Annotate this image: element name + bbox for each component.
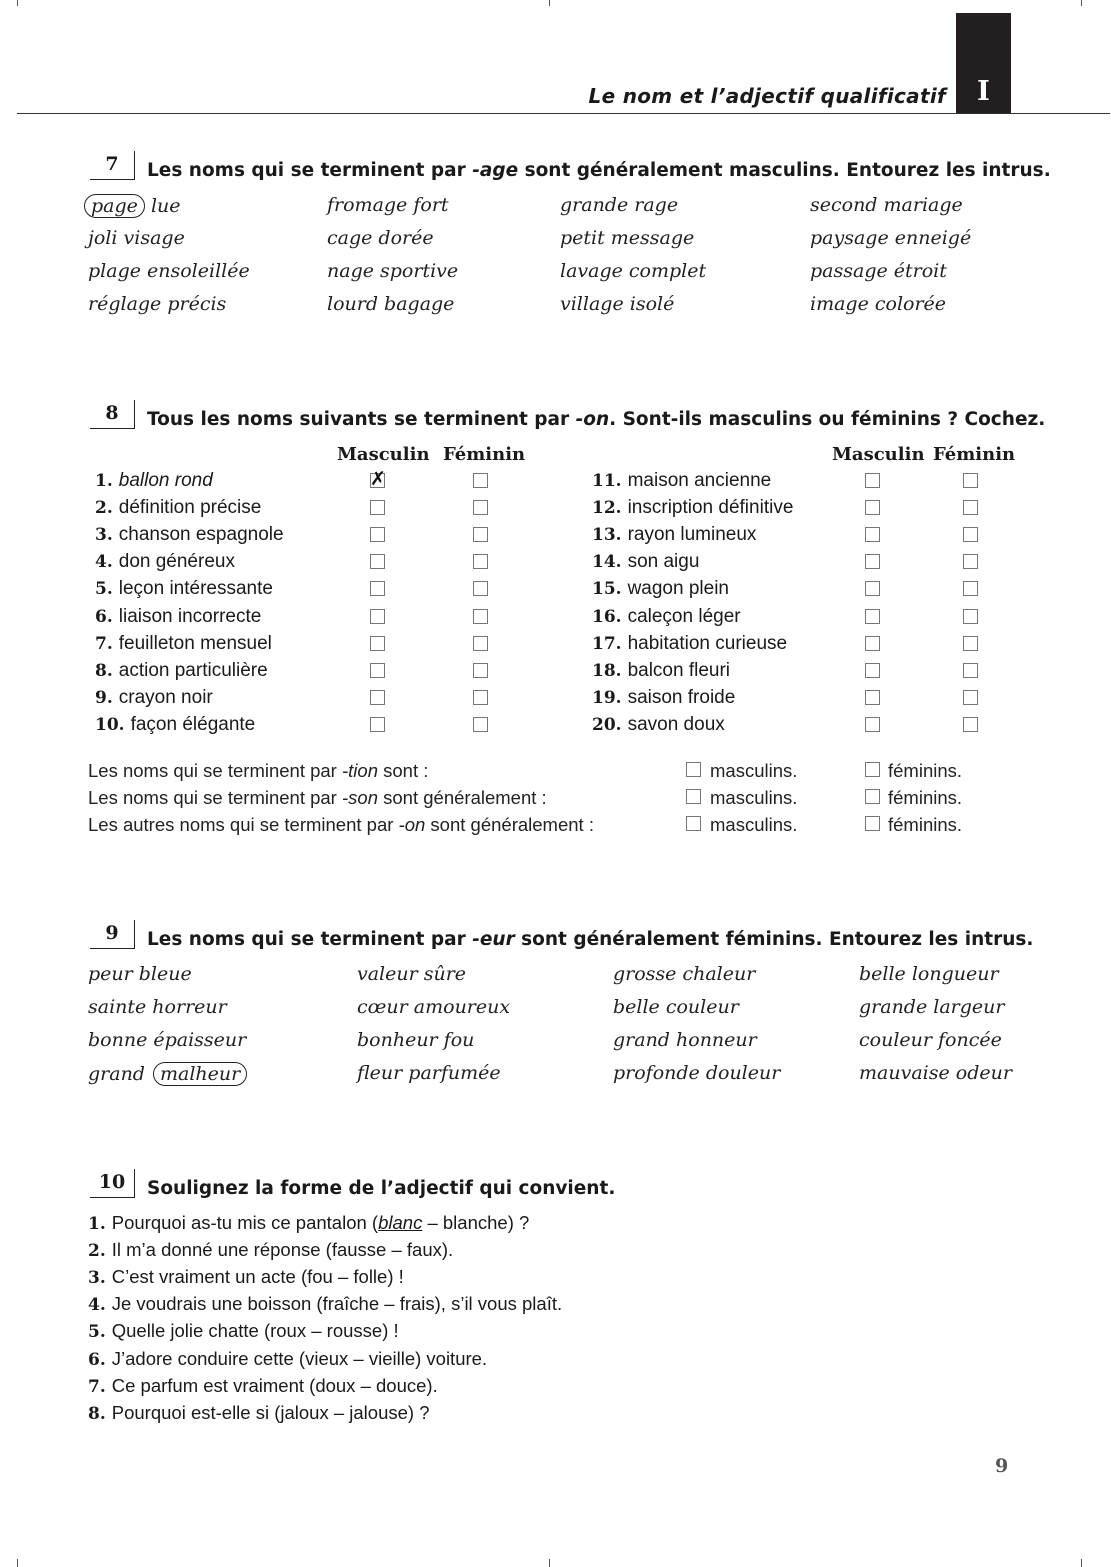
item-number: 18. <box>592 660 622 681</box>
feminin-checkbox[interactable] <box>963 609 978 624</box>
item-number: 4. <box>95 552 113 573</box>
item-number: 4. <box>88 1295 106 1316</box>
crop-mark <box>1081 1559 1082 1567</box>
phrase-item[interactable] <box>88 1062 247 1086</box>
underlined-answer[interactable]: blanc <box>378 1212 423 1233</box>
page-number: 9 <box>995 1455 1009 1477</box>
item-number: 17. <box>592 633 622 654</box>
summary-suffix: -tion <box>342 760 378 781</box>
phrase-item[interactable]: peur bleue <box>88 963 192 985</box>
item-text: crayon noir <box>118 686 213 708</box>
feminin-checkbox[interactable] <box>963 473 978 488</box>
summary-suffix: -son <box>342 787 378 808</box>
summary-text: Les noms qui se terminent par <box>88 787 342 808</box>
feminin-checkbox[interactable] <box>473 554 488 569</box>
item-text: rayon lumineux <box>627 524 757 546</box>
chapter-tab <box>956 13 1011 113</box>
masculin-checkbox[interactable] <box>865 527 880 542</box>
masculins-checkbox[interactable] <box>686 762 701 777</box>
chapter-number: I <box>977 76 990 107</box>
list-item <box>95 470 213 492</box>
item-number: 3. <box>88 1268 106 1289</box>
sentence-item <box>88 1348 487 1370</box>
item-number: 8. <box>88 1403 106 1424</box>
phrase-item[interactable]: couleur foncée <box>859 1029 1002 1051</box>
item-number: 15. <box>592 579 622 600</box>
summary-text: sont généralement : <box>425 814 594 835</box>
item-text: façon élégante <box>130 713 256 735</box>
crop-mark <box>17 0 18 6</box>
item-number: 14. <box>592 552 622 573</box>
item-number: 2. <box>95 498 113 519</box>
list-item <box>592 551 699 573</box>
item-number: 2. <box>88 1241 106 1262</box>
item-number: 3. <box>95 525 113 546</box>
feminin-checkbox[interactable] <box>473 581 488 596</box>
sentence-text: Quelle jolie chatte (roux – rousse) ! <box>111 1320 399 1342</box>
item-number: 7. <box>95 633 113 654</box>
column-header-feminin: Féminin <box>443 444 526 465</box>
masculin-checkbox[interactable] <box>865 717 880 732</box>
phrase-item[interactable]: lourd bagage <box>327 293 455 315</box>
masculin-checkbox[interactable] <box>865 500 880 515</box>
phrase-item[interactable]: second mariage <box>810 194 963 216</box>
item-text: habitation curieuse <box>627 632 788 654</box>
masculin-checkbox[interactable] <box>865 636 880 651</box>
exercise-number-7: 7 <box>90 151 135 180</box>
item-text: liaison incorrecte <box>118 605 262 627</box>
feminin-checkbox[interactable] <box>473 636 488 651</box>
phrase-item[interactable]: cœur amoureux <box>357 996 511 1018</box>
sentence-text: Je voudrais une boisson (fraîche – frais), s’il vous plaît. <box>111 1293 563 1315</box>
masculins-label: masculins. <box>710 787 798 808</box>
summary-suffix: -on <box>398 814 426 835</box>
check-mark-icon: ✗ <box>370 468 386 490</box>
summary-text: sont généralement : <box>378 787 547 808</box>
phrase-item[interactable]: joli visage <box>88 227 185 249</box>
masculin-checkbox[interactable] <box>370 636 385 651</box>
item-number: 1. <box>88 1214 106 1234</box>
phrase-item[interactable]: lavage complet <box>560 260 707 282</box>
list-item <box>592 660 730 682</box>
feminin-checkbox[interactable] <box>963 581 978 596</box>
phrase-item[interactable]: grande rage <box>560 194 679 216</box>
item-number: 9. <box>95 687 113 708</box>
phrase-item[interactable]: petit message <box>560 227 695 249</box>
phrase-item[interactable]: passage étroit <box>810 260 947 282</box>
phrase-item[interactable]: bonheur fou <box>357 1029 475 1051</box>
phrase-item[interactable]: village isolé <box>560 293 675 315</box>
masculin-checkbox[interactable] <box>865 581 880 596</box>
item-number: 16. <box>592 606 622 627</box>
masculin-checkbox[interactable] <box>370 554 385 569</box>
item-text: savon doux <box>627 713 725 735</box>
header-rule <box>17 113 1110 114</box>
list-item <box>592 606 741 628</box>
item-text: saison froide <box>627 686 736 708</box>
item-number: 7. <box>88 1376 106 1397</box>
masculins-label: masculins. <box>710 760 798 781</box>
item-text: balcon fleuri <box>627 659 731 681</box>
item-number: 1. <box>95 471 113 491</box>
item-number: 13. <box>592 525 622 546</box>
summary-text: Les autres noms qui se terminent par <box>88 814 399 835</box>
feminin-checkbox[interactable] <box>963 527 978 542</box>
list-item <box>95 660 268 682</box>
exercise-number-8: 8 <box>90 400 135 429</box>
feminins-label: féminins. <box>888 814 963 835</box>
feminin-checkbox[interactable] <box>963 636 978 651</box>
item-number: 6. <box>88 1349 106 1370</box>
exercise-9-title: Les noms qui se terminent par -eur sont généralement féminins. Entourez les intrus. <box>147 929 1034 950</box>
feminin-checkbox[interactable] <box>473 473 488 488</box>
sentence-text: Il m’a donné une réponse (fausse – faux). <box>111 1239 454 1261</box>
masculins-checkbox[interactable] <box>686 816 701 831</box>
phrase-item[interactable]: paysage enneigé <box>810 227 972 249</box>
list-item <box>95 633 272 655</box>
item-text: wagon plein <box>627 578 729 600</box>
phrase-item[interactable]: mauvaise odeur <box>859 1062 1012 1084</box>
sentence-item <box>88 1239 453 1261</box>
item-number: 12. <box>592 498 622 519</box>
feminins-checkbox[interactable] <box>865 762 880 777</box>
phrase-item[interactable]: belle longueur <box>859 963 999 985</box>
exercise-7-title: Les noms qui se terminent par -age sont généralement masculins. Entourez les intrus. <box>147 160 1051 181</box>
masculins-label: masculins. <box>710 814 798 835</box>
phrase-item[interactable]: profonde douleur <box>613 1062 781 1084</box>
masculin-checkbox[interactable] <box>370 690 385 705</box>
list-item <box>592 497 793 519</box>
feminin-checkbox[interactable] <box>473 717 488 732</box>
feminins-checkbox[interactable] <box>865 816 880 831</box>
feminin-checkbox[interactable] <box>963 690 978 705</box>
item-text: leçon intéressante <box>118 578 273 600</box>
masculin-checkbox[interactable] <box>370 500 385 515</box>
phrase-item[interactable] <box>88 194 181 218</box>
list-item <box>592 633 787 655</box>
item-text: maison ancienne <box>627 470 772 491</box>
phrase-item[interactable]: valeur sûre <box>357 963 467 985</box>
list-item <box>592 714 725 736</box>
list-item <box>95 687 213 709</box>
feminins-label: féminins. <box>888 787 963 808</box>
list-item <box>95 497 261 519</box>
item-number: 5. <box>88 1322 106 1343</box>
feminin-checkbox[interactable] <box>963 554 978 569</box>
list-item <box>95 578 273 600</box>
item-number: 20. <box>592 714 622 735</box>
column-header-masculin: Masculin <box>337 444 430 465</box>
crop-mark <box>549 0 550 6</box>
phrase-item[interactable]: cage dorée <box>327 227 434 249</box>
phrase-item[interactable]: fromage fort <box>327 194 449 216</box>
masculins-checkbox[interactable] <box>686 789 701 804</box>
item-text: chanson espagnole <box>118 524 284 546</box>
list-item <box>95 524 284 546</box>
sentence-item <box>88 1375 438 1397</box>
item-text: son aigu <box>627 551 700 573</box>
item-text: ballon rond <box>118 470 213 491</box>
phrase-item[interactable]: image colorée <box>810 293 947 315</box>
masculin-checkbox[interactable] <box>865 473 880 488</box>
masculin-checkbox[interactable] <box>865 609 880 624</box>
sentence-item <box>88 1293 562 1315</box>
phrase-item[interactable]: plage ensoleillée <box>88 260 250 282</box>
sentence-item <box>88 1402 430 1424</box>
item-text: feuilleton mensuel <box>118 632 272 654</box>
list-item <box>592 687 735 709</box>
masculin-checkbox[interactable] <box>865 663 880 678</box>
phrase-item[interactable]: fleur parfumée <box>357 1062 501 1084</box>
phrase-prefix: grand <box>88 1063 152 1085</box>
phrase-item[interactable]: grande largeur <box>859 996 1005 1018</box>
phrase-item[interactable]: grosse chaleur <box>613 963 756 985</box>
feminins-checkbox[interactable] <box>865 789 880 804</box>
list-item <box>592 578 729 600</box>
crop-mark <box>1081 0 1082 6</box>
masculin-checkbox[interactable] <box>370 527 385 542</box>
exercise-number-10: 10 <box>90 1169 135 1198</box>
phrase-item[interactable]: nage sportive <box>327 260 459 282</box>
exercise-10-title: Soulignez la forme de l’adjectif qui convient. <box>147 1178 616 1199</box>
crop-mark <box>17 1559 18 1567</box>
sentence-text: – blanche) ? <box>422 1212 530 1233</box>
summary-text: Les noms qui se terminent par <box>88 760 342 781</box>
feminin-checkbox[interactable] <box>473 527 488 542</box>
feminin-checkbox[interactable] <box>963 663 978 678</box>
sentence-text: Pourquoi est-elle si (jaloux – jalouse) ? <box>111 1401 430 1423</box>
circled-word: page <box>84 194 145 218</box>
list-item <box>95 606 261 628</box>
list-item <box>95 714 255 736</box>
masculin-checkbox[interactable] <box>370 663 385 678</box>
masculin-checkbox[interactable] <box>865 690 880 705</box>
feminin-checkbox[interactable] <box>473 690 488 705</box>
item-text: action particulière <box>118 659 268 681</box>
feminin-checkbox[interactable] <box>473 663 488 678</box>
sentence-item <box>88 1320 399 1342</box>
feminin-checkbox[interactable] <box>963 500 978 515</box>
summary-text: sont : <box>378 760 429 781</box>
item-text: don généreux <box>118 551 235 573</box>
item-text: inscription définitive <box>627 497 794 519</box>
summary-line <box>88 814 594 836</box>
item-number: 8. <box>95 660 113 681</box>
phrase-item[interactable]: sainte horreur <box>88 996 227 1018</box>
crop-mark <box>549 1559 550 1567</box>
sentence-text: C’est vraiment un acte (fou – folle) ! <box>111 1266 404 1288</box>
sentence-item <box>88 1266 404 1288</box>
summary-line <box>88 787 547 809</box>
masculin-checkbox[interactable] <box>865 554 880 569</box>
masculin-checkbox[interactable] <box>370 609 385 624</box>
sentence-text: J’adore conduire cette (vieux – vieille) voiture. <box>111 1347 488 1369</box>
masculin-checkbox[interactable] <box>370 468 386 490</box>
item-text: définition précise <box>118 497 262 519</box>
list-item <box>592 524 756 546</box>
item-number: 5. <box>95 579 113 600</box>
summary-line <box>88 760 428 782</box>
sentence-item <box>88 1212 529 1234</box>
item-number: 11. <box>592 471 622 491</box>
phrase-item[interactable]: grand honneur <box>613 1029 757 1051</box>
sentence-text: Pourquoi as-tu mis ce pantalon ( <box>111 1212 379 1233</box>
list-item <box>95 551 235 573</box>
phrase-item[interactable]: bonne épaisseur <box>88 1029 247 1051</box>
sentence-text: Ce parfum est vraiment (doux – douce). <box>111 1374 438 1396</box>
item-number: 19. <box>592 687 622 708</box>
list-item <box>592 470 771 492</box>
item-number: 6. <box>95 606 113 627</box>
feminins-label: féminins. <box>888 760 963 781</box>
phrase-item[interactable]: belle couleur <box>613 996 739 1018</box>
column-header-masculin: Masculin <box>832 444 925 465</box>
feminin-checkbox[interactable] <box>963 717 978 732</box>
masculin-checkbox[interactable] <box>370 717 385 732</box>
phrase-item[interactable]: réglage précis <box>88 293 227 315</box>
exercise-number-9: 9 <box>90 920 135 949</box>
phrase-rest: lue <box>144 195 181 217</box>
feminin-checkbox[interactable] <box>473 500 488 515</box>
item-number: 10. <box>95 714 125 735</box>
masculin-checkbox[interactable] <box>370 581 385 596</box>
feminin-checkbox[interactable] <box>473 609 488 624</box>
circled-word: malheur <box>153 1062 247 1086</box>
exercise-8-title: Tous les noms suivants se terminent par -on. Sont-ils masculins ou féminins ? Cochez. <box>147 409 1046 430</box>
item-text: caleçon léger <box>627 605 741 627</box>
column-header-feminin: Féminin <box>933 444 1016 465</box>
running-head-title: Le nom et l’adjectif qualificatif <box>588 84 946 108</box>
